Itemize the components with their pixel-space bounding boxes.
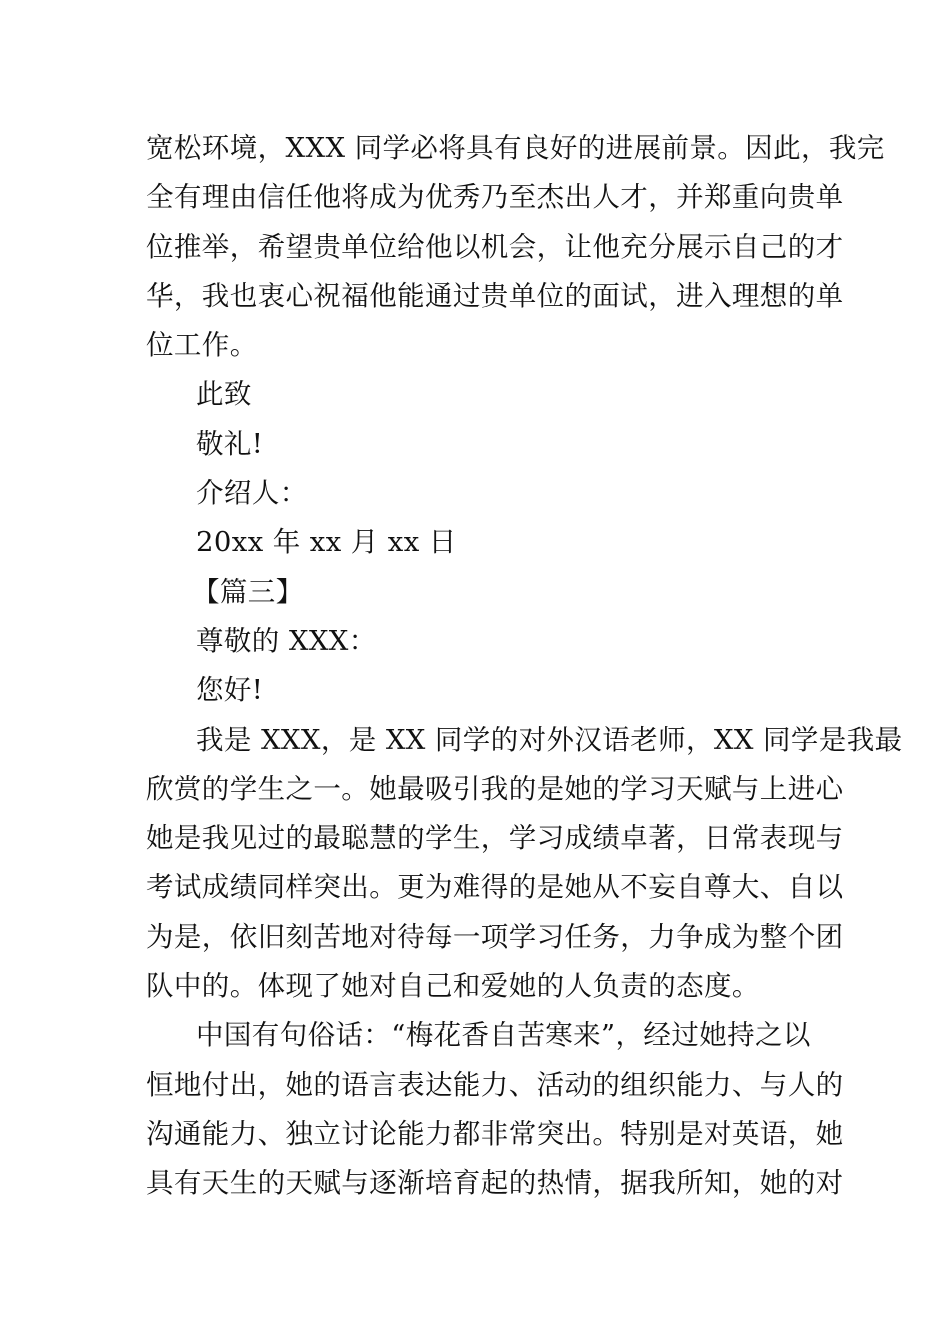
text-line: 我是 XXX，是 XX 同学的对外汉语老师，XX 同学是我最 [196,723,903,756]
text-line: 具有天生的天赋与逐渐培育起的热情，据我所知，她的对 [146,1167,844,1200]
text-line: 沟通能力、独立讨论能力都非常突出。特别是对英语，她 [146,1117,844,1150]
paragraph-introduction [146,716,903,1012]
salute-text: 敬礼! [196,427,264,460]
text-line: 欣赏的学生之一。她最吸引我的是她的学习天赋与上进心 [146,772,844,805]
section-title: 【篇三】 [192,575,304,608]
text-line: 她是我见过的最聪慧的学生，学习成绩卓著，日常表现与 [146,822,844,855]
text-line: 位推举，希望贵单位给他以机会，让他充分展示自己的才 [146,230,844,263]
text-line: 全有理由信任他将成为优秀乃至杰出人才，并郑重向贵单 [146,181,844,214]
text-line: 中国有句俗话：“梅花香自苦寒来”，经过她持之以 [196,1019,811,1052]
salutation-recipient: 尊敬的 XXX： [196,624,377,657]
text-line: 宽松环境，XXX 同学必将具有良好的进展前景。因此，我完 [146,132,885,164]
introducer-label: 介绍人： [196,477,308,510]
closing-text: 此致 [196,378,252,411]
text-line: 华，我也衷心祝福他能通过贵单位的面试，进入理想的单 [146,279,844,312]
text-line: 为是，依旧刻苦地对待每一项学习任务，力争成为整个团 [146,920,844,953]
date-text: 20xx 年 xx 月 xx 日 [196,526,457,559]
text-line: 考试成绩同样突出。更为难得的是她从不妄自尊大、自以 [146,871,844,904]
text-line: 位工作。 [146,329,258,362]
paragraph-continuation [146,124,885,370]
text-line: 队中的。体现了她对自己和爱她的人负责的态度。 [146,970,760,1003]
text-line: 恒地付出，她的语言表达能力、活动的组织能力、与人的 [146,1068,844,1101]
paragraph-abilities [146,1011,844,1208]
greeting-text: 您好! [196,674,264,707]
letter-page [146,124,903,1209]
